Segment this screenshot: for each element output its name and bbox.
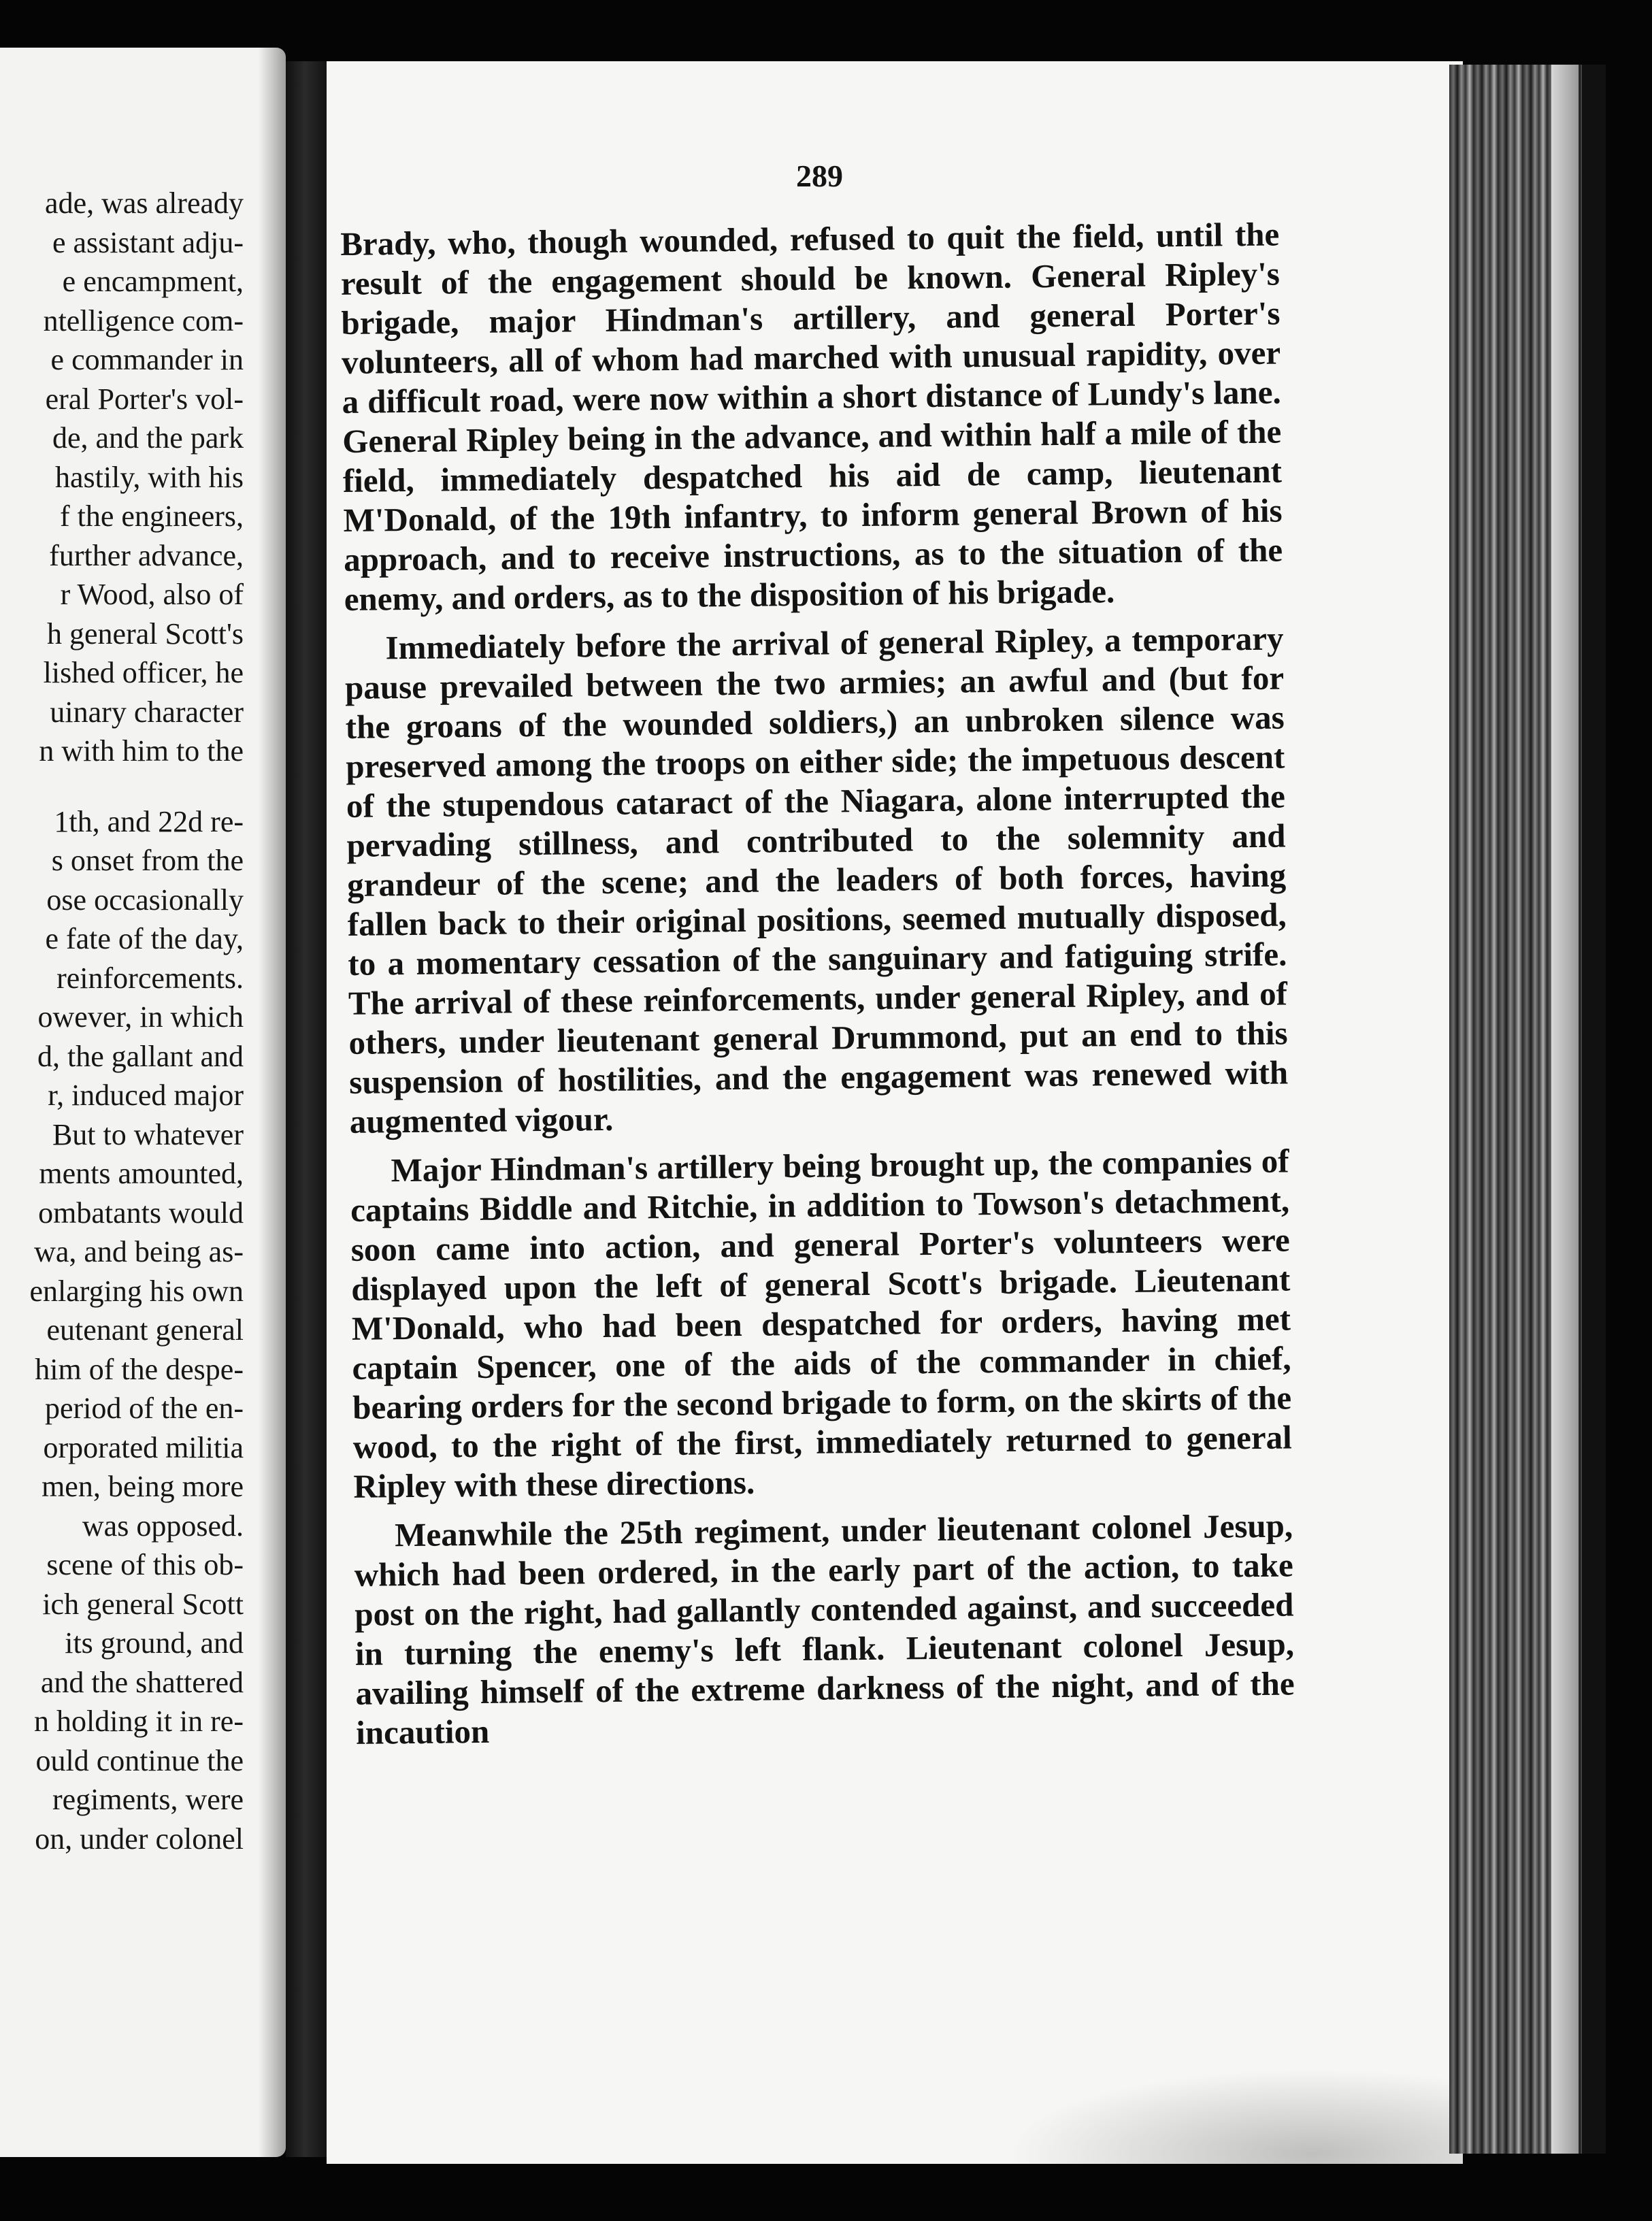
left-line: owever, in which — [37, 1000, 244, 1034]
left-line: 1th, and 22d re- — [54, 804, 244, 838]
left-line: ments amounted, — [39, 1157, 244, 1190]
page-stain — [1007, 2069, 1463, 2164]
left-line: h general Scott's — [47, 616, 244, 651]
left-line: him of the despe- — [35, 1352, 244, 1386]
page-number: 289 — [796, 159, 843, 193]
left-line: eral Porter's vol- — [45, 382, 244, 416]
left-line: reinforcements. — [56, 961, 244, 995]
left-line: n holding it in re- — [34, 1705, 244, 1738]
left-page-text — [0, 184, 244, 1858]
paragraph: Brady, who, though wounded, refused to quit the field, until the result of the engagement should be known. General Ripley's brigade, major Hindman's artillery, and general Porter's volunteers, all of whom had marched with unusual rapidity, over a difficult road, were now within a short distance of Lundy's lane. General Ripley being in the advance, and within half a mile of the field, immediately despatched his aid de camp, lieutenant M'Donald, of the 19th infantry, to inform general Brown of his approach, and to receive instructions, as to the situation of the enemy, and orders, as to the disposition of his brigade. — [340, 215, 1283, 618]
left-line: e fate of the day, — [45, 922, 244, 955]
left-line: e commander in — [50, 343, 244, 376]
left-line: ntelligence com- — [43, 303, 244, 338]
left-page-shadow — [259, 48, 286, 2157]
paragraph: Major Hindman's artillery being brought up, the companies of captains Biddle and Ritchie, in addition to Towson's detachment, soon came into action, and general Porter's volunteers were displayed upon the left of general Scott's brigade. Lieutenant M'Donald, who had been despatched for orders, having met captain Spencer, one of the aids of the commander in chief, bearing orders for the second brigade to form, on the skirts of the wood, to the right of the first, immediately returned to general Ripley with these directions. — [350, 1142, 1293, 1505]
left-line: scene of this ob- — [46, 1548, 244, 1581]
left-line: its ground, and — [65, 1626, 244, 1660]
left-line: de, and the park — [52, 421, 244, 455]
paragraph: Immediately before the arrival of general Ripley, a temporary pause prevailed between the two armies; an awful and (but for the groans of the wounded soldiers,) an unbroken silence was preserved among the troops on either side; the impetuous descent of the stupendous cataract of the Niagara, alone interrupted the pervading stillness, and contributed to the solemnity and grandeur of the scene; and the leaders of both forces, having fallen back to their original positions, seemed mutually disposed, to a momentary cessation of the sanguinary and fatiguing strife. The arrival of these reinforcements, under general Ripley, and of others, under lieutenant general Drummond, put an end to this suspension of hostilities, and the engagement was renewed with augmented vigour. — [344, 619, 1289, 1140]
paragraph: Meanwhile the 25th regiment, under lieutenant colonel Jesup, which had been ordered, in the early part of the action, to take post on the right, had gallantly contended against, and succeeded in turning the enemy's left flank. Lieutenant colonel Jesup, availing himself of the extreme darkness of the night, and of the incaution — [354, 1507, 1295, 1751]
left-line: But to whatever — [52, 1117, 244, 1151]
left-line: lished officer, he — [43, 656, 244, 689]
page-edges — [1449, 65, 1606, 2154]
left-line: enlarging his own — [29, 1274, 244, 1308]
left-line: ade, was already — [45, 186, 244, 220]
left-line: ose occasionally — [46, 883, 244, 917]
left-line: was opposed. — [82, 1509, 244, 1543]
left-line: further advance, — [49, 538, 244, 572]
left-line: e assistant adju- — [52, 225, 244, 259]
left-line: hastily, with his — [54, 460, 244, 494]
left-line: regiments, were — [52, 1783, 244, 1816]
left-line: men, being more — [42, 1470, 244, 1503]
left-line: r Wood, also of — [60, 578, 244, 611]
left-line: ould continue the — [35, 1743, 244, 1777]
left-line: ombatants would — [38, 1196, 244, 1230]
left-line: on, under colonel — [35, 1822, 244, 1856]
left-line: eutenant general — [46, 1313, 244, 1347]
body-text — [340, 215, 1295, 1762]
left-line: wa, and being as- — [34, 1235, 244, 1268]
left-line: period of the en- — [45, 1392, 244, 1425]
left-line: d, the gallant and — [37, 1039, 244, 1073]
left-line: ich general Scott — [42, 1587, 244, 1621]
left-line: e encampment, — [62, 265, 244, 298]
left-line: r, induced major — [48, 1079, 244, 1112]
left-line: and the shattered — [40, 1665, 244, 1699]
left-line: f the engineers, — [60, 499, 244, 533]
left-line: s onset from the — [51, 844, 244, 877]
left-line: uinary character — [50, 695, 244, 729]
left-line: orporated militia — [43, 1430, 244, 1464]
left-line: n with him to the — [39, 734, 244, 768]
